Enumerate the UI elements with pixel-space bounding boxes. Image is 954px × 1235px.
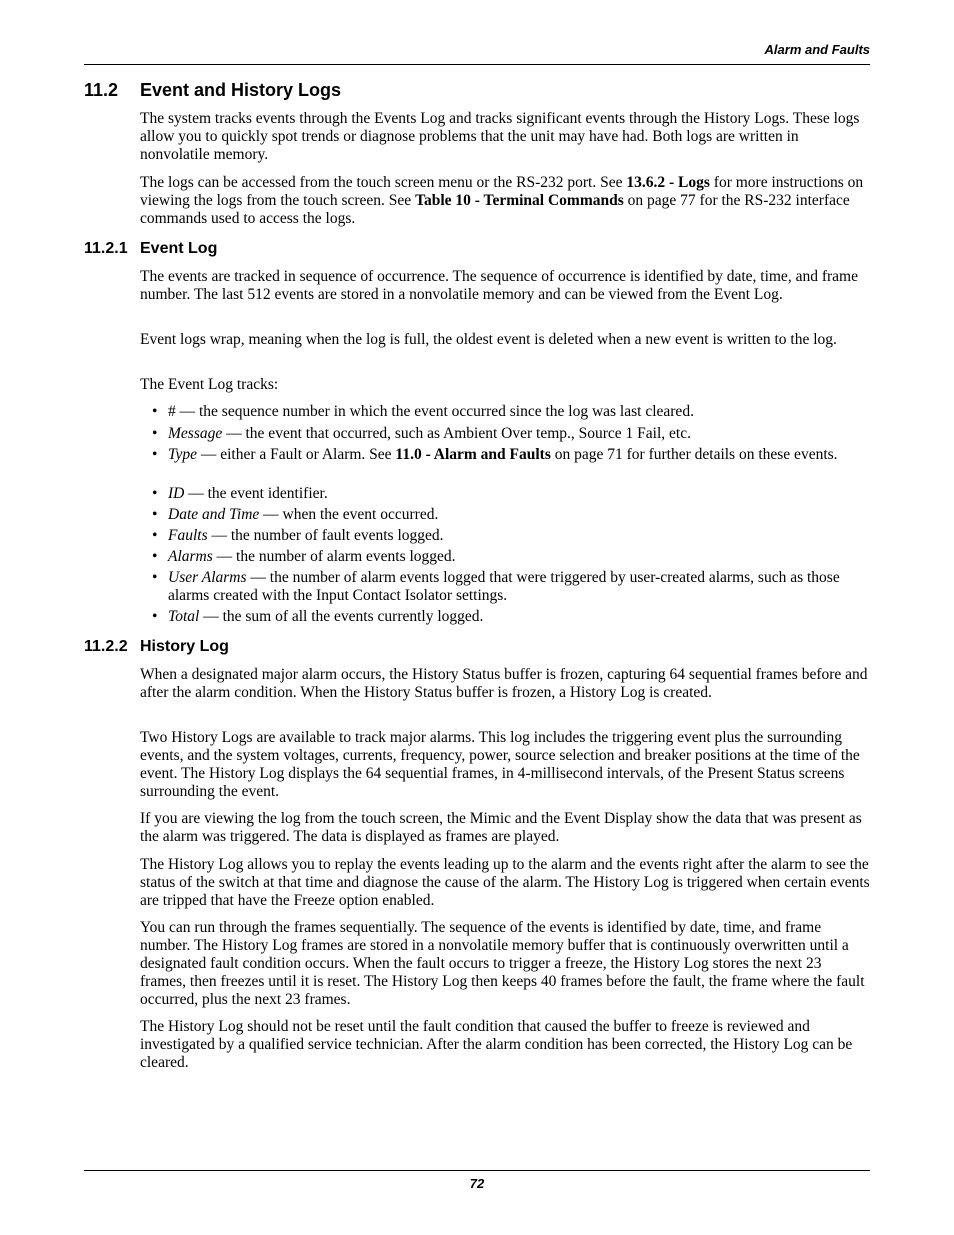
history-log-heading	[84, 638, 229, 656]
history-log-paragraph-6: The History Log should not be reset until the fault condition that caused the buffer to freeze is reviewed and investigated by a qualified service technician. After the alarm condition has been corrected, the History Log can be cleared.	[140, 1018, 853, 1071]
list-item: • # — the sequence number in which the event occurred since the log was last cleared.	[152, 403, 694, 420]
list-item: • User Alarms — the number of alarm events logged that were triggered by user-created alarms, such as those alarms created with the Input Contact Isolator settings.	[152, 569, 840, 604]
event-log-paragraph-1: The events are tracked in sequence of occurrence. The sequence of occurrence is identified by date, time, and frame number. The last 512 events are stored in a nonvolatile memory and can be viewed from the Event Log.	[140, 268, 858, 303]
list-item: • Date and Time — when the event occurred.	[152, 506, 439, 523]
section-title: Event and History Logs	[140, 80, 342, 100]
section-heading	[84, 80, 341, 101]
list-item: • ID — the event identifier.	[152, 485, 328, 502]
list-item: • Total — the sum of all the events currently logged.	[152, 608, 484, 625]
terminal-commands-reference: Table 10 - Terminal Commands	[415, 191, 624, 209]
event-log-title: Event Log	[140, 240, 218, 257]
list-item: • Type — either a Fault or Alarm. See 11.0 - Alarm and Faults on page 71 for further details on these events.	[152, 446, 838, 463]
page-number: 72	[469, 1176, 485, 1191]
event-log-paragraph-3: The Event Log tracks:	[140, 376, 279, 393]
history-log-paragraph-2: Two History Logs are available to track major alarms. This log includes the triggering event plus the surrounding events, and the system voltages, currents, frequency, power, source selection and breaker positions at the time of the event. The History Log displays the 64 sequential frames, in 4-millisecond intervals, of the Present Status screens surrounding the event.	[140, 729, 860, 800]
list-item: • Message — the event that occurred, such as Ambient Over temp., Source 1 Fail, etc.	[152, 425, 691, 442]
event-log-number: 11.2.1	[84, 240, 128, 257]
logs-reference: 13.6.2 - Logs	[626, 174, 710, 191]
logs-access-paragraph: The logs can be accessed from the touch screen menu or the RS-232 port. See 13.6.2 - Logs for more instructions on viewing the logs from the touch screen. See Table 10 - Terminal Commands on page 77 for the RS-232 interface commands used to access the logs.	[140, 174, 864, 227]
event-log-paragraph-2: Event logs wrap, meaning when the log is full, the oldest event is deleted when a new event is written to the log.	[140, 331, 837, 348]
alarm-faults-reference: 11.0 - Alarm and Faults	[395, 446, 551, 463]
history-log-number: 11.2.2	[84, 638, 128, 655]
history-log-paragraph-3: If you are viewing the log from the touch screen, the Mimic and the Event Display show the data that was present as the alarm was triggered. The data is displayed as frames are played.	[140, 810, 862, 845]
history-log-title: History Log	[140, 638, 229, 655]
running-header-title: Alarm and Faults	[764, 42, 870, 57]
section-intro-paragraph: The system tracks events through the Events Log and tracks significant events through the History Logs. These logs allow you to quickly spot trends or diagnose problems that the unit may have had. Both logs are written in nonvolatile memory.	[140, 110, 860, 163]
footer-rule	[84, 1170, 870, 1171]
history-log-paragraph-1: When a designated major alarm occurs, the History Status buffer is frozen, capturing 64 sequential frames before and after the alarm condition. When the History Status buffer is frozen, a History Log is created.	[140, 666, 868, 701]
history-log-paragraph-4: The History Log allows you to replay the events leading up to the alarm and the events right after the alarm to see the status of the switch at that time and diagnose the cause of the alarm. The History Log is triggered when certain events are tripped that have the Freeze option enabled.	[140, 856, 870, 909]
section-number: 11.2	[84, 80, 119, 100]
event-log-heading	[84, 240, 217, 258]
list-item: • Faults — the number of fault events logged.	[152, 527, 444, 544]
header-rule	[84, 64, 870, 65]
list-item: • Alarms — the number of alarm events logged.	[152, 548, 456, 565]
history-log-paragraph-5: You can run through the frames sequentially. The sequence of the events is identified by date, time, and frame number. The History Log frames are stored in a nonvolatile memory buffer that is continuously overwritten until a designated fault condition occurs. When the fault occurs to trigger a freeze, the History Log stores the next 23 frames, then freezes until it is reset. The History Log then keeps 40 frames before the fault, the frame where the fault occurred, plus the next 23 frames.	[140, 919, 865, 1008]
